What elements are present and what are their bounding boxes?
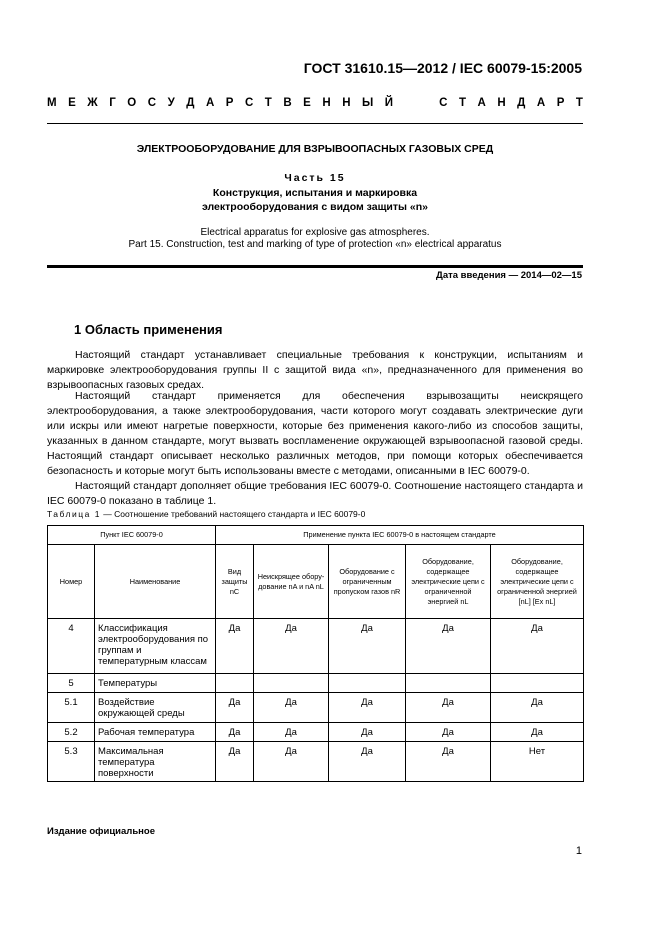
table-row: [48, 742, 584, 782]
banner-letter: А: [536, 97, 546, 109]
banner-letter: Р: [225, 97, 234, 109]
cell-number: 5.2: [48, 723, 95, 742]
subtitle-line: Конструкция, испытания и маркировка: [212, 187, 418, 199]
cell-name: Классификация электрооборудования по группам и температурным классам: [95, 619, 216, 674]
cell-exnl: Да: [491, 619, 584, 674]
header-rule: [47, 123, 583, 124]
cell-nl: Да: [406, 619, 491, 674]
banner-letter: Т: [575, 97, 583, 109]
cell-nc: Да: [216, 619, 254, 674]
header-group-application: Применение пункта IEC 60079-0 в настоящем стандарте: [216, 526, 584, 545]
banner-letter: Т: [264, 97, 272, 109]
cell-na: Да: [254, 723, 329, 742]
requirements-table: [47, 525, 584, 782]
banner-letter: Д: [517, 97, 526, 109]
standard-code: ГОСТ 31610.15—2012 / IEC 60079-15:2005: [303, 60, 582, 76]
banner-letter: А: [205, 97, 215, 109]
cell-na: Да: [254, 619, 329, 674]
header-nl: Оборудование, содержащее электрические цепи с ограниченной энергией nL: [406, 545, 491, 619]
cell-name: Максимальная температура поверхности: [95, 742, 216, 782]
section-heading: 1 Область применения: [74, 322, 223, 337]
banner-letter: Е: [303, 97, 311, 109]
cell-nr: Да: [329, 619, 406, 674]
cell-name: Рабочая температура: [95, 723, 216, 742]
banner-letter: Т: [458, 97, 466, 109]
cell-exnl: Да: [491, 693, 584, 723]
cell-nc: Да: [216, 723, 254, 742]
banner-letter: С: [147, 97, 157, 109]
banner-letter: А: [477, 97, 486, 109]
cell-number: 5: [48, 674, 95, 693]
banner-letter: У: [167, 97, 175, 109]
paragraph-text: Настоящий стандарт дополняет общие требования IEC 60079-0. Соотношение настоящего стандарта и IEC 60079-0 показано в таблице 1.: [47, 480, 583, 507]
cell-nl: Да: [406, 723, 491, 742]
cell-exnl: Да: [491, 723, 584, 742]
banner-letter: Д: [186, 97, 195, 109]
header-exnl: Оборудование, содержащее электрические цепи с ограниченной энергией [nL] [Ex nL]: [491, 545, 584, 619]
english-title: [47, 227, 583, 251]
table-caption-label: Таблица 1: [47, 509, 101, 519]
official-edition-label: Издание официальное: [47, 826, 155, 837]
paragraph: [47, 348, 583, 393]
cell-number: 5.3: [48, 742, 95, 782]
cell-nr: Да: [329, 723, 406, 742]
table-row: [48, 674, 584, 693]
table-row: [48, 723, 584, 742]
banner-letter: С: [439, 97, 448, 109]
banner-letter: Р: [556, 97, 565, 109]
introduction-date: Дата введения — 2014—02—15: [436, 270, 582, 281]
english-title-line: Part 15. Construction, test and marking of type of protection «n» electrical apparatus: [128, 239, 502, 250]
header-nr: Оборудование с ограниченным пропуском газов nR: [329, 545, 406, 619]
part-subtitle: [47, 186, 583, 214]
cell-nc: [216, 674, 254, 693]
banner-letter: Г: [109, 97, 116, 109]
cell-exnl: Нет: [491, 742, 584, 782]
banner-letter: М: [47, 97, 57, 109]
cell-nr: Да: [329, 693, 406, 723]
cell-exnl: [491, 674, 584, 693]
cell-na: Да: [254, 742, 329, 782]
cell-number: 5.1: [48, 693, 95, 723]
banner-letter: Ы: [362, 97, 374, 109]
paragraph-group: [47, 389, 583, 509]
cell-nc: Да: [216, 693, 254, 723]
table-caption: [47, 509, 365, 519]
cell-nc: Да: [216, 742, 254, 782]
paragraph-text: Настоящий стандарт применяется для обеспечения взрывозащиты неискрящего электрооборудования, а также электрооборудования, части которого могут создавать электрические дуги или искры или имеют нагретые поверхности, которые без применения какого-либо из способов защиты, указанных в данном стандарте, могут вызвать воспламенение окружающей взрывоопасной газовой среды. Настоящий стандарт описывает несколько различных методов, при помощи которых обеспечивается безопасность и которые могут быть использованы вместе с методами, описанными в IEC 60079-0.: [47, 390, 583, 477]
cell-nr: Да: [329, 742, 406, 782]
banner-letter: Н: [497, 97, 506, 109]
interstate-standard-banner: [47, 97, 583, 109]
document-title: ЭЛЕКТРООБОРУДОВАНИЕ ДЛЯ ВЗРЫВООПАСНЫХ ГАЗОВЫХ СРЕД: [136, 143, 494, 155]
banner-letter: Ж: [87, 97, 98, 109]
header-number: Номер: [48, 545, 95, 619]
banner-letter: Е: [68, 97, 76, 109]
paragraph-text: Настоящий стандарт устанавливает специальные требования к конструкции, испытаниям и маркировке электрооборудования группы II с защитой вида «n», предназначенного для применения во взрывоопасных газовых средах.: [47, 349, 583, 391]
cell-name: Воздействие окружающей среды: [95, 693, 216, 723]
banner-letter: С: [244, 97, 254, 109]
cell-nl: [406, 674, 491, 693]
page-number: 1: [575, 845, 582, 857]
cell-number: 4: [48, 619, 95, 674]
banner-letter: О: [127, 97, 137, 109]
header-na: Неискрящее обору-дование nA и nA nL: [254, 545, 329, 619]
table-caption-text: — Соотношение требований настоящего стандарта и IEC 60079-0: [100, 509, 366, 519]
table-row: [48, 619, 584, 674]
banner-letter: Н: [342, 97, 351, 109]
cell-nl: Да: [406, 693, 491, 723]
banner-letter: Н: [322, 97, 331, 109]
english-title-line: Electrical apparatus for explosive gas atmospheres.: [200, 227, 430, 238]
cell-na: [254, 674, 329, 693]
header-name: Наименование: [95, 545, 216, 619]
title-rule: [47, 265, 583, 268]
table-row: [48, 693, 584, 723]
banner-letter: В: [283, 97, 292, 109]
header-group-iec: Пункт IEC 60079-0: [48, 526, 216, 545]
header-nc: Вид защиты nC: [216, 545, 254, 619]
banner-letter: Й: [384, 97, 394, 109]
cell-na: Да: [254, 693, 329, 723]
part-number: Часть 15: [284, 172, 346, 184]
cell-nl: Да: [406, 742, 491, 782]
cell-name: Температуры: [95, 674, 216, 693]
subtitle-line: электрооборудования с видом защиты «n»: [201, 201, 429, 213]
cell-nr: [329, 674, 406, 693]
